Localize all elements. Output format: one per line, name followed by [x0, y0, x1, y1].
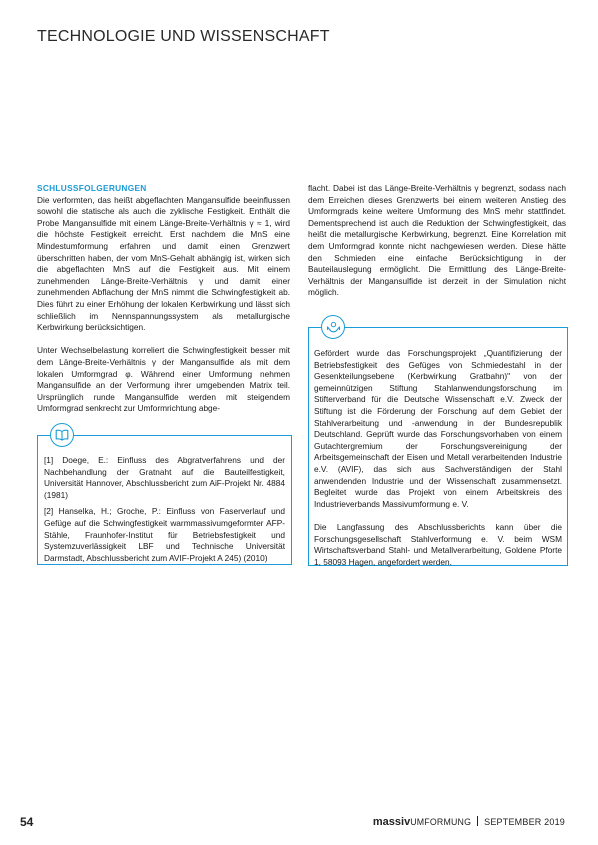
- body-paragraph: Die verformten, das heißt abgeflachten Mangansulfide beeinflussen sowohl die statische als auch die zyklische Festigkeit. Enthält die Probe Mangansulfide mit einem Länge-Breite-Verhältnis γ ≈ 1, wird die höchste Festigkeit erreicht. Erst nachdem die MnS eine Mindestumformung erfahren und damit einen Grenzwert überschritten haben, der vom MnS-Gehalt abhängig ist, wirken sich die abgeflachten MnS auf die Festigkeit aus. Mit einem zunehmenden Länge-Breite-Verhältnis γ und damit einer zunehmenden Abflachung der MnS nimmt die Schwingfestigkeit ab. Dies führt zu einer Erhöhung der lokalen Kerbwirkung und lässt sich schließlich im Nennspannungssystem als metallurgische Kerbwirkung berücksichtigen.: [37, 194, 290, 333]
- section-title: TECHNOLOGIE UND WISSENSCHAFT: [37, 28, 330, 45]
- reference-item: [1] Doege, E.: Einfluss des Abgratverfahrens und der Nachbehandlung der Gratnaht auf die Bauteilfestigkeit, Universität Hannover, Abschlussbericht zum AiF-Projekt Nr. 4884 (1981): [44, 455, 285, 500]
- info-paragraph: Die Langfassung des Abschlussberichts kann über die Forschungsgesellschaft Stahlverformung e. V. beim WSM Wirtschaftsverband Stahl- und Metallverarbeitung, Goldene Pforte 1, 58093 Hagen, angefordert werden.: [314, 521, 562, 567]
- issue-date: SEPTEMBER 2019: [484, 817, 565, 827]
- footer-divider: [477, 816, 478, 826]
- brand-name-bold: massiv: [372, 816, 411, 828]
- section-heading: SCHLUSSFOLGERUNGEN: [37, 183, 147, 193]
- left-column: [37, 183, 290, 426]
- open-book-icon: [50, 423, 74, 447]
- right-column: [308, 183, 566, 311]
- footer-masthead: [373, 816, 565, 828]
- body-paragraph: flacht. Dabei ist das Länge-Breite-Verhältnis γ begrenzt, sodass nach dem Erreichen dieses Grenzwerts bei einem weiteren Anstieg des Umformgrads keine weitere Umformung des MnS mehr stattfindet. Dementsprechend ist auch die Reduktion der Schwingfestigkeit, das heißt die metallurgische Kerbwirkung, begrenzt. Eine Korrelation mit dem Umformgrad konnte nicht nachgewiesen werden. Diese hätte den Schmieden eine einfache Berücksichtigung in der Bauteilauslegung ermöglicht. Die Ermittlung des Länge-Breite-Verhältnis der Mangansulfide ist derzeit in der Simulation nicht möglich.: [308, 183, 566, 298]
- funding-text: [314, 348, 562, 580]
- references-box: [37, 435, 292, 565]
- page-number: 54: [20, 815, 34, 829]
- info-paragraph: Gefördert wurde das Forschungsprojekt „Quantifizierung der Betriebsfestigkeit des Gefüges von Schmiedestahl in der Gesenkteilungsebene (Kerbwirkung Gratbahn)" von der gemeinnützigen Stiftung Stahlanwendungsforschung im Stifterverband für die Deutsche Wissenschaft e.V. Zweck der Stiftung ist die Förderung der Forschung auf dem Gebiet der Stahlverarbeitung und -anwendung in der Bundesrepublik Deutschland. Geprüft wurde das Forschungsvorhaben von einem Gutachtergremium der Forschungsvereinigung der Arbeitsgemeinschaft der Eisen und Metall verarbeitenden Industrie e.V. (AVIF), das sich aus Sachverständigen der Stahl anwendenden Industrie und der Wissenschaft zusammensetzt. Begleitet wurde das Projekt von einem Arbeitskreis des Industrieverbands Massivumformung e. V.: [314, 348, 562, 509]
- reference-item: [2] Hanselka, H.; Groche, P.: Einfluss von Faserverlauf und Gefüge auf die Schwingfestigkeit warmmassivumgeformter AFP-Stähle, Fraunhofer-Institut für Betriebsfestigkeit und Systemzuverlässigkeit LBF und Technische Universität Darmstadt, Abschlussbericht zum AVIF-Projekt A 245) (2010): [44, 506, 285, 563]
- foundation-hands-icon: [321, 315, 345, 339]
- funding-info-box: [308, 327, 568, 566]
- body-paragraph: Unter Wechselbelastung korreliert die Schwingfestigkeit besser mit dem Länge-Breite-Verhältnis γ der Mangansulfide als mit dem lokalen Umformgrad φ. Während einer Umformung nehmen Mangansulfide an der Verformung ihrer umgebenden Matrix teil. Ursprünglich runde Mangansulfide werden mit steigendem Umformgrad senkrecht zur Umformrichtung abge-: [37, 345, 290, 414]
- references-list: [44, 455, 285, 569]
- brand-name-light: UMFORMUNG: [410, 817, 472, 827]
